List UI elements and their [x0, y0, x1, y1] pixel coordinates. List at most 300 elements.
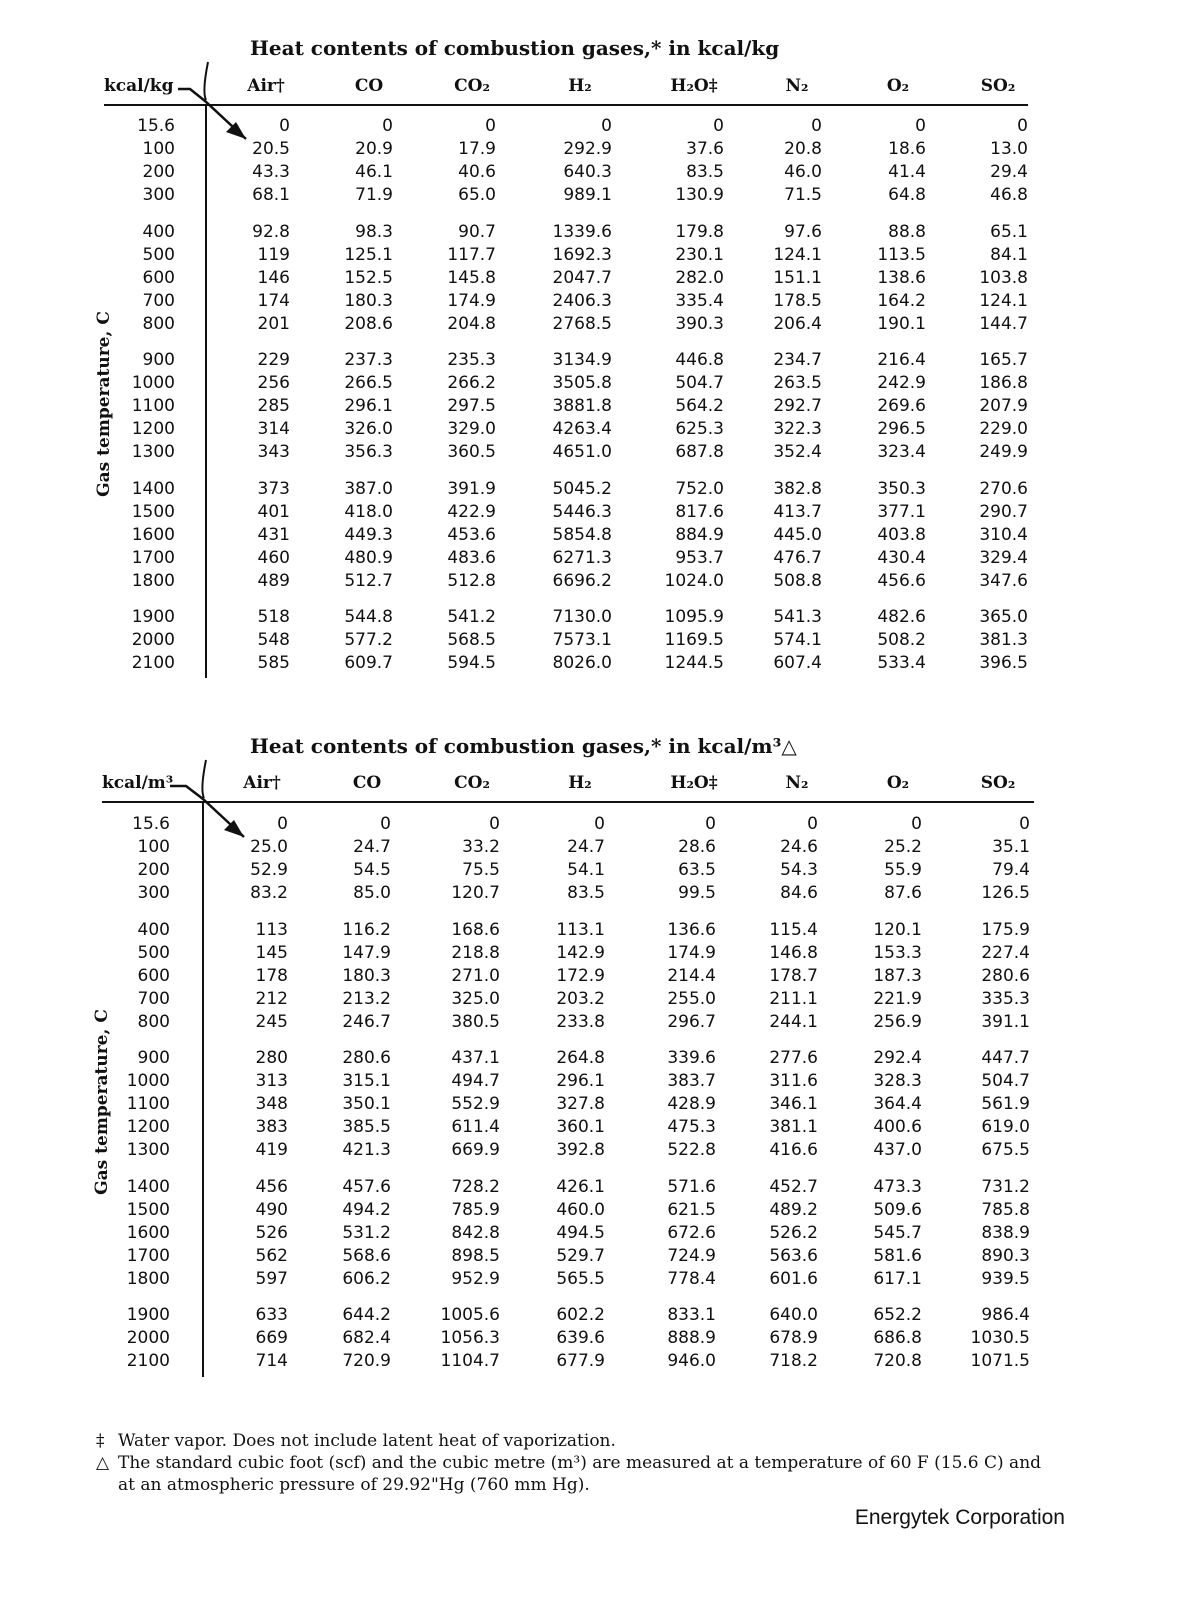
value-cell: 1104.7	[440, 1351, 500, 1371]
value-cell: 512.8	[447, 570, 496, 591]
temperature-cell: 1800	[131, 570, 175, 591]
temperature-cell: 15.6	[132, 814, 170, 834]
table-2-y-axis-label: Gas temperature, C	[92, 1009, 112, 1195]
value-cell: 2768.5	[552, 313, 612, 334]
footnote-standard-conditions	[96, 1452, 1053, 1496]
value-cell: 953.7	[675, 547, 724, 568]
value-cell: 508.2	[877, 630, 926, 650]
value-cell: 29.4	[990, 162, 1028, 182]
value-cell: 84.1	[990, 244, 1028, 265]
value-cell: 271.0	[451, 965, 500, 986]
value-cell: 54.3	[780, 860, 818, 880]
temperature-cell: 300	[142, 185, 175, 205]
value-cell: 113.1	[556, 919, 605, 940]
value-cell: 218.8	[451, 942, 500, 963]
temperature-cell: 2000	[126, 1328, 170, 1348]
value-cell: 83.5	[686, 162, 724, 182]
value-cell: 838.9	[981, 1222, 1030, 1243]
value-cell: 292.7	[773, 396, 822, 416]
table-row	[0, 1327, 1181, 1350]
value-cell: 350.3	[877, 478, 926, 499]
table-row	[0, 501, 1181, 524]
value-cell: 504.7	[675, 373, 724, 393]
table-1-header-co2: CO₂	[454, 76, 490, 96]
temperature-cell: 2100	[131, 653, 175, 673]
value-cell: 335.3	[981, 988, 1030, 1009]
table-row	[0, 859, 1181, 882]
value-cell: 85.0	[353, 883, 391, 903]
value-cell: 687.8	[675, 442, 724, 462]
table-row	[0, 1070, 1181, 1093]
table-row	[0, 652, 1181, 675]
value-cell: 460	[257, 547, 290, 568]
value-cell: 234.7	[773, 350, 822, 370]
value-cell: 229.0	[979, 419, 1028, 439]
table-row	[0, 1176, 1181, 1199]
value-cell: 611.4	[451, 1117, 500, 1137]
value-cell: 526	[255, 1222, 288, 1243]
table-2-header-h2: H₂	[568, 773, 592, 793]
value-cell: 0	[705, 814, 716, 834]
value-cell: 677.9	[556, 1351, 605, 1371]
value-cell: 890.3	[981, 1245, 1030, 1266]
value-cell: 1056.3	[440, 1328, 500, 1348]
table-1-header-h2o: H₂O‡	[670, 76, 718, 96]
value-cell: 1692.3	[552, 244, 612, 265]
value-cell: 568.6	[342, 1245, 391, 1266]
value-cell: 126.5	[981, 883, 1030, 903]
value-cell: 214.4	[667, 965, 716, 986]
value-cell: 418.0	[344, 501, 393, 522]
value-cell: 526.2	[769, 1222, 818, 1243]
table-row	[0, 1222, 1181, 1245]
value-cell: 326.0	[344, 419, 393, 439]
temperature-cell: 1500	[126, 1199, 170, 1220]
value-cell: 207.9	[979, 396, 1028, 416]
value-cell: 5854.8	[552, 524, 612, 545]
table-row	[0, 290, 1181, 313]
temperature-cell: 1400	[126, 1176, 170, 1197]
value-cell: 71.9	[355, 185, 393, 205]
value-cell: 146	[257, 267, 290, 288]
value-cell: 400.6	[873, 1117, 922, 1137]
value-cell: 833.1	[667, 1305, 716, 1325]
value-cell: 460.0	[556, 1199, 605, 1220]
value-cell: 136.6	[667, 919, 716, 940]
table-row	[0, 965, 1181, 988]
value-cell: 561.9	[981, 1094, 1030, 1114]
footnotes	[96, 1430, 1053, 1496]
value-cell: 244.1	[769, 1011, 818, 1032]
value-cell: 731.2	[981, 1176, 1030, 1197]
value-cell: 90.7	[458, 221, 496, 242]
value-cell: 437.0	[873, 1140, 922, 1160]
value-cell: 152.5	[344, 267, 393, 288]
value-cell: 548	[257, 630, 290, 650]
value-cell: 6271.3	[552, 547, 612, 568]
value-cell: 315.1	[342, 1071, 391, 1091]
value-cell: 387.0	[344, 478, 393, 499]
value-cell: 785.9	[451, 1199, 500, 1220]
value-cell: 413.7	[773, 501, 822, 522]
value-cell: 2047.7	[552, 267, 612, 288]
value-cell: 607.4	[773, 653, 822, 673]
value-cell: 0	[380, 814, 391, 834]
value-cell: 63.5	[678, 860, 716, 880]
table-row	[0, 1116, 1181, 1139]
value-cell: 8026.0	[552, 653, 612, 673]
value-cell: 292.4	[873, 1048, 922, 1068]
table-1-header-o2: O₂	[886, 76, 910, 96]
value-cell: 235.3	[447, 350, 496, 370]
table-2-corner-arrow-icon	[0, 0, 1, 1]
value-cell: 208.6	[344, 313, 393, 334]
value-cell: 531.2	[342, 1222, 391, 1243]
value-cell: 385.5	[342, 1117, 391, 1137]
table-row	[0, 547, 1181, 570]
value-cell: 446.8	[675, 350, 724, 370]
value-cell: 842.8	[451, 1222, 500, 1243]
table-row	[0, 570, 1181, 593]
value-cell: 246.7	[342, 1011, 391, 1032]
value-cell: 88.8	[888, 221, 926, 242]
value-cell: 594.5	[447, 653, 496, 673]
value-cell: 98.3	[355, 221, 393, 242]
value-cell: 270.6	[979, 478, 1028, 499]
value-cell: 64.8	[888, 185, 926, 205]
value-cell: 0	[279, 116, 290, 136]
table-1-y-axis-label: Gas temperature, C	[94, 311, 114, 497]
value-cell: 476.7	[773, 547, 822, 568]
temperature-cell: 900	[137, 1048, 170, 1068]
value-cell: 277.6	[769, 1048, 818, 1068]
value-cell: 453.6	[447, 524, 496, 545]
table-row	[0, 184, 1181, 207]
temperature-cell: 800	[137, 1011, 170, 1032]
value-cell: 83.5	[567, 883, 605, 903]
value-cell: 403.8	[877, 524, 926, 545]
value-cell: 364.4	[873, 1094, 922, 1114]
value-cell: 124.1	[773, 244, 822, 265]
value-cell: 437.1	[451, 1048, 500, 1068]
value-cell: 0	[382, 116, 393, 136]
value-cell: 597	[255, 1268, 288, 1289]
table-row	[0, 478, 1181, 501]
value-cell: 339.6	[667, 1048, 716, 1068]
value-cell: 0	[277, 814, 288, 834]
value-cell: 714	[255, 1351, 288, 1371]
value-cell: 0	[489, 814, 500, 834]
value-cell: 24.7	[567, 837, 605, 857]
value-cell: 280	[255, 1048, 288, 1068]
value-cell: 28.6	[678, 837, 716, 857]
table-1-title: Heat contents of combustion gases,* in kcal/kg	[250, 36, 780, 60]
value-cell: 115.4	[769, 919, 818, 940]
value-cell: 625.3	[675, 419, 724, 439]
value-cell: 120.7	[451, 883, 500, 903]
temperature-cell: 1100	[131, 396, 175, 416]
value-cell: 1071.5	[970, 1351, 1030, 1371]
value-cell: 564.2	[675, 396, 724, 416]
table-row	[0, 395, 1181, 418]
value-cell: 541.2	[447, 607, 496, 627]
value-cell: 422.9	[447, 501, 496, 522]
value-cell: 35.1	[992, 837, 1030, 857]
value-cell: 266.5	[344, 373, 393, 393]
value-cell: 7130.0	[552, 607, 612, 627]
table-1-header-h2: H₂	[568, 76, 592, 96]
value-cell: 103.8	[979, 267, 1028, 288]
value-cell: 296.1	[344, 396, 393, 416]
temperature-cell: 1200	[126, 1117, 170, 1137]
value-cell: 164.2	[877, 290, 926, 311]
value-cell: 360.5	[447, 442, 496, 462]
temperature-cell: 15.6	[137, 116, 175, 136]
value-cell: 383.7	[667, 1071, 716, 1091]
value-cell: 168.6	[451, 919, 500, 940]
table-row	[0, 372, 1181, 395]
value-cell: 817.6	[675, 501, 724, 522]
value-cell: 180.3	[342, 965, 391, 986]
table-1-header-co: CO	[354, 76, 384, 96]
value-cell: 565.5	[556, 1268, 605, 1289]
value-cell: 346.1	[769, 1094, 818, 1114]
value-cell: 382.8	[773, 478, 822, 499]
value-cell: 609.7	[344, 653, 393, 673]
value-cell: 888.9	[667, 1328, 716, 1348]
value-cell: 18.6	[888, 139, 926, 159]
value-cell: 52.9	[250, 860, 288, 880]
value-cell: 285	[257, 396, 290, 416]
value-cell: 3134.9	[552, 350, 612, 370]
value-cell: 552.9	[451, 1094, 500, 1114]
value-cell: 264.8	[556, 1048, 605, 1068]
value-cell: 431	[257, 524, 290, 545]
value-cell: 43.3	[252, 162, 290, 182]
temperature-cell: 1300	[131, 442, 175, 462]
footnote-text: The standard cubic foot (scf) and the cubic metre (m³) are measured at a temperature of 60 F (15.6 C) and at an atmospheric pressure of 29.92"Hg (760 mm Hg).	[118, 1453, 1042, 1495]
value-cell: 720.9	[342, 1351, 391, 1371]
value-cell: 3881.8	[552, 396, 612, 416]
value-cell: 255.0	[667, 988, 716, 1009]
value-cell: 130.9	[675, 185, 724, 205]
value-cell: 652.2	[873, 1305, 922, 1325]
value-cell: 216.4	[877, 350, 926, 370]
table-2-header-rule	[102, 801, 1034, 803]
value-cell: 724.9	[667, 1245, 716, 1266]
credit-line: Energytek Corporation	[854, 1506, 1065, 1529]
value-cell: 601.6	[769, 1268, 818, 1289]
value-cell: 297.5	[447, 396, 496, 416]
temperature-cell: 400	[142, 221, 175, 242]
value-cell: 24.6	[780, 837, 818, 857]
value-cell: 203.2	[556, 988, 605, 1009]
value-cell: 325.0	[451, 988, 500, 1009]
temperature-cell: 1400	[131, 478, 175, 499]
table-row	[0, 606, 1181, 629]
value-cell: 3505.8	[552, 373, 612, 393]
value-cell: 4651.0	[552, 442, 612, 462]
value-cell: 1244.5	[664, 653, 724, 673]
value-cell: 678.9	[769, 1328, 818, 1348]
value-cell: 602.2	[556, 1305, 605, 1325]
value-cell: 280.6	[981, 965, 1030, 986]
temperature-cell: 2000	[131, 630, 175, 650]
temperature-cell: 1500	[131, 501, 175, 522]
table-row	[0, 882, 1181, 905]
value-cell: 884.9	[675, 524, 724, 545]
table-row	[0, 418, 1181, 441]
temperature-cell: 200	[137, 860, 170, 880]
value-cell: 92.8	[252, 221, 290, 242]
value-cell: 113.5	[877, 244, 926, 265]
value-cell: 644.2	[342, 1305, 391, 1325]
value-cell: 146.8	[769, 942, 818, 963]
value-cell: 263.5	[773, 373, 822, 393]
value-cell: 153.3	[873, 942, 922, 963]
temperature-cell: 400	[137, 919, 170, 940]
table-row	[0, 1093, 1181, 1116]
value-cell: 639.6	[556, 1328, 605, 1348]
value-cell: 116.2	[342, 919, 391, 940]
value-cell: 0	[594, 814, 605, 834]
value-cell: 562	[255, 1245, 288, 1266]
value-cell: 172.9	[556, 965, 605, 986]
value-cell: 245	[255, 1011, 288, 1032]
value-cell: 20.5	[252, 139, 290, 159]
table-row	[0, 221, 1181, 244]
temperature-cell: 500	[137, 942, 170, 963]
value-cell: 206.4	[773, 313, 822, 334]
value-cell: 142.9	[556, 942, 605, 963]
table-2-header-co2: CO₂	[454, 773, 490, 793]
value-cell: 426.1	[556, 1176, 605, 1197]
value-cell: 335.4	[675, 290, 724, 311]
value-cell: 187.3	[873, 965, 922, 986]
value-cell: 365.0	[979, 607, 1028, 627]
value-cell: 65.0	[458, 185, 496, 205]
table-row	[0, 1199, 1181, 1222]
table-row	[0, 629, 1181, 652]
value-cell: 54.5	[353, 860, 391, 880]
value-cell: 392.8	[556, 1140, 605, 1160]
value-cell: 0	[1017, 116, 1028, 136]
value-cell: 328.3	[873, 1071, 922, 1091]
temperature-cell: 700	[142, 290, 175, 311]
value-cell: 494.7	[451, 1071, 500, 1091]
value-cell: 489.2	[769, 1199, 818, 1220]
value-cell: 280.6	[342, 1048, 391, 1068]
value-cell: 682.4	[342, 1328, 391, 1348]
value-cell: 25.0	[250, 837, 288, 857]
value-cell: 256	[257, 373, 290, 393]
value-cell: 0	[1019, 814, 1030, 834]
temperature-cell: 1700	[131, 547, 175, 568]
value-cell: 227.4	[981, 942, 1030, 963]
value-cell: 545.7	[873, 1222, 922, 1243]
value-cell: 381.3	[979, 630, 1028, 650]
value-cell: 343	[257, 442, 290, 462]
value-cell: 296.7	[667, 1011, 716, 1032]
table-row	[0, 813, 1181, 836]
value-cell: 24.7	[353, 837, 391, 857]
value-cell: 65.1	[990, 221, 1028, 242]
table-2-header-n2: N₂	[785, 773, 809, 793]
value-cell: 178	[255, 965, 288, 986]
value-cell: 290.7	[979, 501, 1028, 522]
value-cell: 1095.9	[664, 607, 724, 627]
value-cell: 617.1	[873, 1268, 922, 1289]
table-row	[0, 313, 1181, 336]
value-cell: 577.2	[344, 630, 393, 650]
value-cell: 124.1	[979, 290, 1028, 311]
value-cell: 504.7	[981, 1071, 1030, 1091]
value-cell: 40.6	[458, 162, 496, 182]
value-cell: 5446.3	[552, 501, 612, 522]
value-cell: 672.6	[667, 1222, 716, 1243]
value-cell: 322.3	[773, 419, 822, 439]
value-cell: 0	[713, 116, 724, 136]
value-cell: 898.5	[451, 1245, 500, 1266]
temperature-cell: 1000	[131, 373, 175, 393]
value-cell: 718.2	[769, 1351, 818, 1371]
value-cell: 68.1	[252, 185, 290, 205]
value-cell: 33.2	[462, 837, 500, 857]
temperature-cell: 1900	[126, 1305, 170, 1325]
value-cell: 445.0	[773, 524, 822, 545]
value-cell: 296.1	[556, 1071, 605, 1091]
value-cell: 25.2	[884, 837, 922, 857]
value-cell: 310.4	[979, 524, 1028, 545]
value-cell: 483.6	[447, 547, 496, 568]
value-cell: 314	[257, 419, 290, 439]
value-cell: 563.6	[769, 1245, 818, 1266]
value-cell: 621.5	[667, 1199, 716, 1220]
table-1-header-so2: SO₂	[980, 76, 1016, 96]
value-cell: 347.6	[979, 570, 1028, 591]
value-cell: 416.6	[769, 1140, 818, 1160]
value-cell: 522.8	[667, 1140, 716, 1160]
table-row	[0, 1304, 1181, 1327]
value-cell: 151.1	[773, 267, 822, 288]
value-cell: 256.9	[873, 1011, 922, 1032]
value-cell: 421.3	[342, 1140, 391, 1160]
value-cell: 237.3	[344, 350, 393, 370]
value-cell: 401	[257, 501, 290, 522]
value-cell: 79.4	[992, 860, 1030, 880]
value-cell: 456.6	[877, 570, 926, 591]
table-row	[0, 1245, 1181, 1268]
table-row	[0, 267, 1181, 290]
value-cell: 37.6	[686, 139, 724, 159]
table-row	[0, 836, 1181, 859]
value-cell: 490	[255, 1199, 288, 1220]
value-cell: 512.7	[344, 570, 393, 591]
value-cell: 348	[255, 1094, 288, 1114]
table-1-header-rule	[104, 104, 1028, 106]
table-2-corner-label: kcal/m³	[102, 773, 174, 793]
value-cell: 1005.6	[440, 1305, 500, 1325]
temperature-cell: 600	[142, 267, 175, 288]
value-cell: 1030.5	[970, 1328, 1030, 1348]
value-cell: 99.5	[678, 883, 716, 903]
value-cell: 178.5	[773, 290, 822, 311]
value-cell: 46.8	[990, 185, 1028, 205]
value-cell: 46.1	[355, 162, 393, 182]
value-cell: 87.6	[884, 883, 922, 903]
value-cell: 138.6	[877, 267, 926, 288]
value-cell: 456	[255, 1176, 288, 1197]
